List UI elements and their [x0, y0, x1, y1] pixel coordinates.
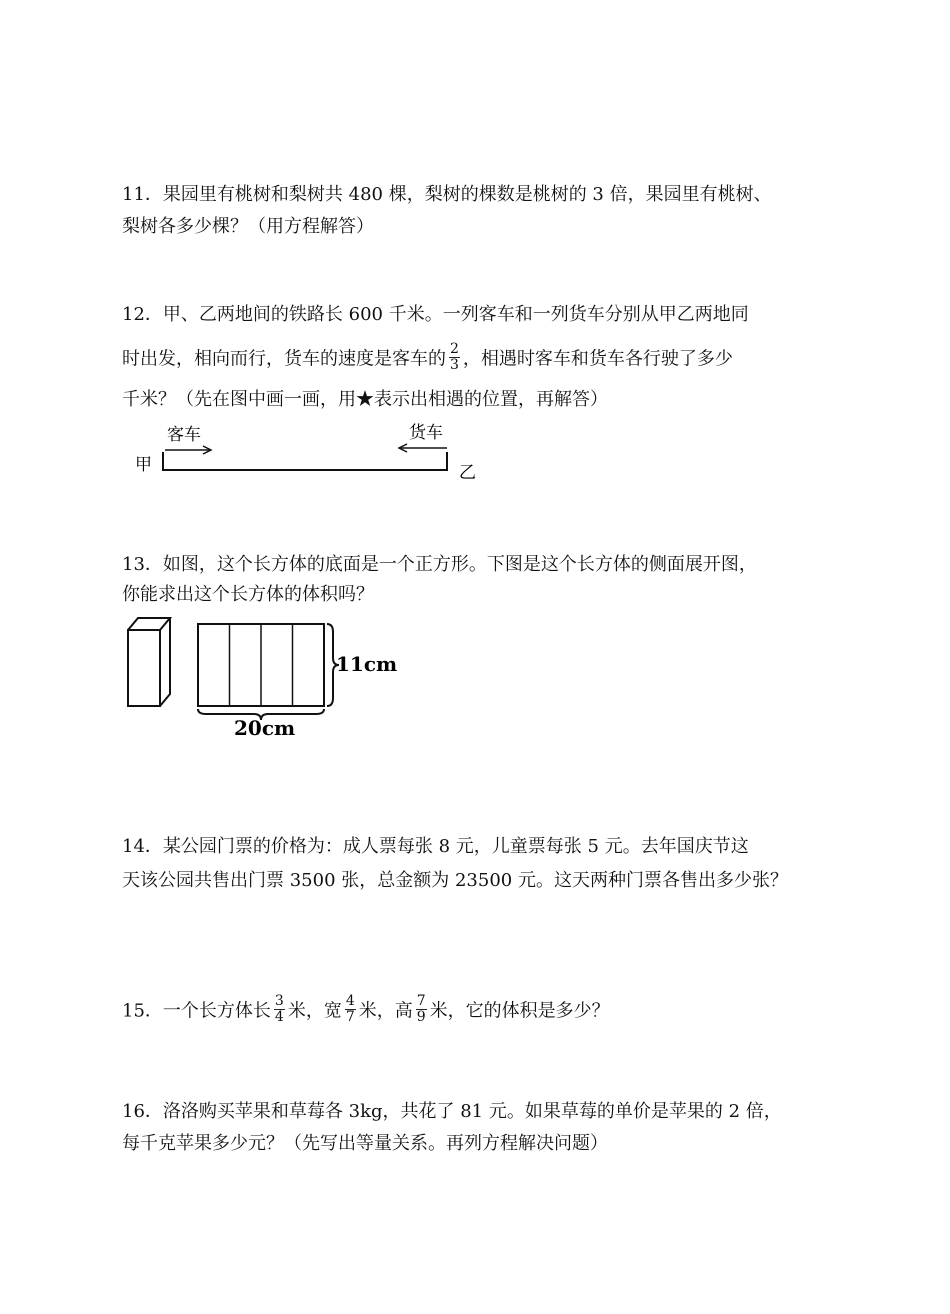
- cuboid-figure-svg: [120, 610, 410, 745]
- railway-diagram: [125, 418, 495, 493]
- fraction-numerator: 7: [416, 993, 426, 1009]
- width-label: 20cm: [234, 716, 296, 740]
- fraction-denominator: 4: [274, 1009, 284, 1025]
- q11-line2: 梨树各多少棵？（用方程解答）: [122, 216, 374, 237]
- q13-line2: 你能求出这个长方体的体积吗？: [122, 584, 374, 605]
- height-label: 11cm: [336, 652, 398, 676]
- q15-line: [122, 993, 610, 1027]
- fraction-numerator: 3: [274, 993, 284, 1009]
- q15-mid1: 米，宽: [287, 1000, 342, 1022]
- q11-line1: 11．果园里有桃树和梨树共 480 棵，梨树的棵数是桃树的 3 倍，果园里有桃树、: [122, 184, 772, 205]
- q12-line2: [122, 341, 733, 375]
- cuboid-front-face: [128, 630, 160, 706]
- q12-line3: 千米？（先在图中画一画，用★表示出相遇的位置，再解答）: [122, 389, 608, 410]
- fraction-denominator: 7: [345, 1009, 355, 1025]
- q12-line1: 12．甲、乙两地间的铁路长 600 千米。一列客车和一列货车分别从甲乙两地同: [122, 304, 749, 325]
- width-fraction: [345, 994, 356, 1025]
- q14-line1: 14．某公园门票的价格为：成人票每张 8 元，儿童票每张 5 元。去年国庆节这: [122, 836, 749, 857]
- q12-line2-post: ，相遇时客车和货车各行驶了多少: [462, 348, 733, 370]
- fraction-numerator: 2: [450, 341, 459, 357]
- q16-line2: 每千克苹果多少元？（先写出等量关系。再列方程解决问题）: [122, 1133, 608, 1154]
- q13-line1: 13．如图，这个长方体的底面是一个正方形。下图是这个长方体的侧面展开图，: [122, 554, 757, 575]
- q15-suffix: 米，它的体积是多少？: [429, 1000, 610, 1022]
- fraction-numerator: 4: [345, 993, 355, 1009]
- q16-line1: 16．洛洛购买苹果和草莓各 3kg，共花了 81 元。如果草莓的单价是苹果的 2 倍，: [122, 1101, 782, 1122]
- start-point-label: 甲: [135, 455, 152, 475]
- cuboid-side-face: [160, 618, 170, 706]
- fraction-denominator: 3: [450, 357, 459, 373]
- railway-diagram-svg: [125, 418, 495, 493]
- passenger-train-label: 客车: [167, 425, 201, 445]
- end-point-label: 乙: [459, 463, 476, 483]
- speed-ratio-fraction: [449, 342, 460, 373]
- cuboid-top-face: [128, 618, 170, 630]
- freight-train-label: 货车: [409, 423, 443, 443]
- q12-line2-pre: 时出发，相向而行，货车的速度是客车的: [122, 348, 446, 370]
- fraction-denominator: 9: [416, 1009, 426, 1025]
- railway-line: [163, 452, 447, 470]
- q15-mid2: 米，高: [358, 1000, 413, 1022]
- length-fraction: [274, 994, 285, 1025]
- q14-line2: 天该公园共售出门票 3500 张，总金额为 23500 元。这天两种门票各售出多少张？: [122, 870, 788, 891]
- q15-prefix: 15．一个长方体长: [122, 1000, 271, 1022]
- height-fraction: [416, 994, 427, 1025]
- cuboid-figure: [120, 610, 410, 745]
